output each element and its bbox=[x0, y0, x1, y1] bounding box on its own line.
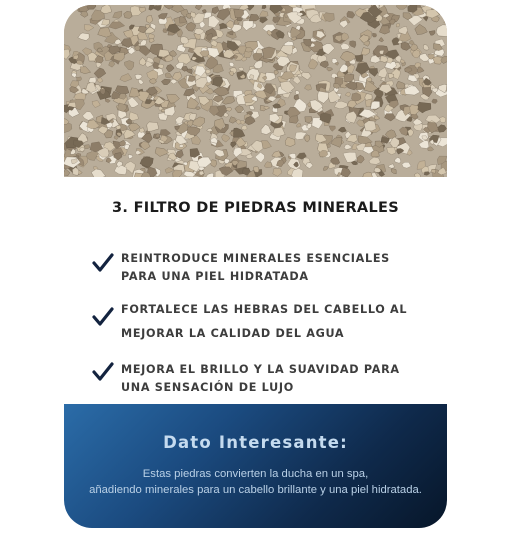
benefit-line: MEJORAR LA CALIDAD DEL AGUA bbox=[121, 327, 345, 340]
stone bbox=[202, 10, 206, 13]
fun-fact-card bbox=[64, 404, 447, 528]
stone bbox=[84, 145, 90, 149]
stone bbox=[274, 70, 278, 74]
stones-texture bbox=[64, 5, 447, 177]
stone bbox=[295, 91, 299, 95]
stone bbox=[372, 33, 376, 37]
mineral-stones-photo bbox=[64, 5, 447, 177]
benefit-text bbox=[121, 250, 433, 286]
fun-fact-title: Dato Interesante: bbox=[163, 433, 348, 452]
benefit-line: UNA SENSACIÓN DE LUJO bbox=[121, 381, 294, 394]
checkmark-icon bbox=[92, 306, 114, 328]
fun-fact-line: Estas piedras convierten la ducha en un spa, bbox=[142, 468, 369, 480]
benefit-line: PARA UNA PIEL HIDRATADA bbox=[121, 270, 309, 283]
benefit-line: MEJORA EL BRILLO Y LA SUAVIDAD PARA bbox=[121, 363, 400, 376]
benefit-line: REINTRODUCE MINERALES ESENCIALES bbox=[121, 252, 390, 265]
fun-fact-line: añadiendo minerales para un cabello brillante y una piel hidratada. bbox=[89, 483, 422, 496]
stone bbox=[76, 77, 82, 81]
fun-fact-text bbox=[64, 467, 447, 498]
stone bbox=[396, 24, 400, 27]
stone bbox=[262, 5, 266, 9]
benefit-text bbox=[121, 361, 433, 397]
benefit-line: FORTALECE LAS HEBRAS DEL CABELLO AL bbox=[121, 303, 408, 316]
section-heading: 3. FILTRO DE PIEDRAS MINERALES bbox=[112, 200, 399, 216]
checkmark-icon bbox=[92, 361, 114, 383]
checkmark-icon bbox=[92, 252, 114, 274]
stone bbox=[290, 116, 299, 124]
benefit-text bbox=[121, 298, 433, 346]
